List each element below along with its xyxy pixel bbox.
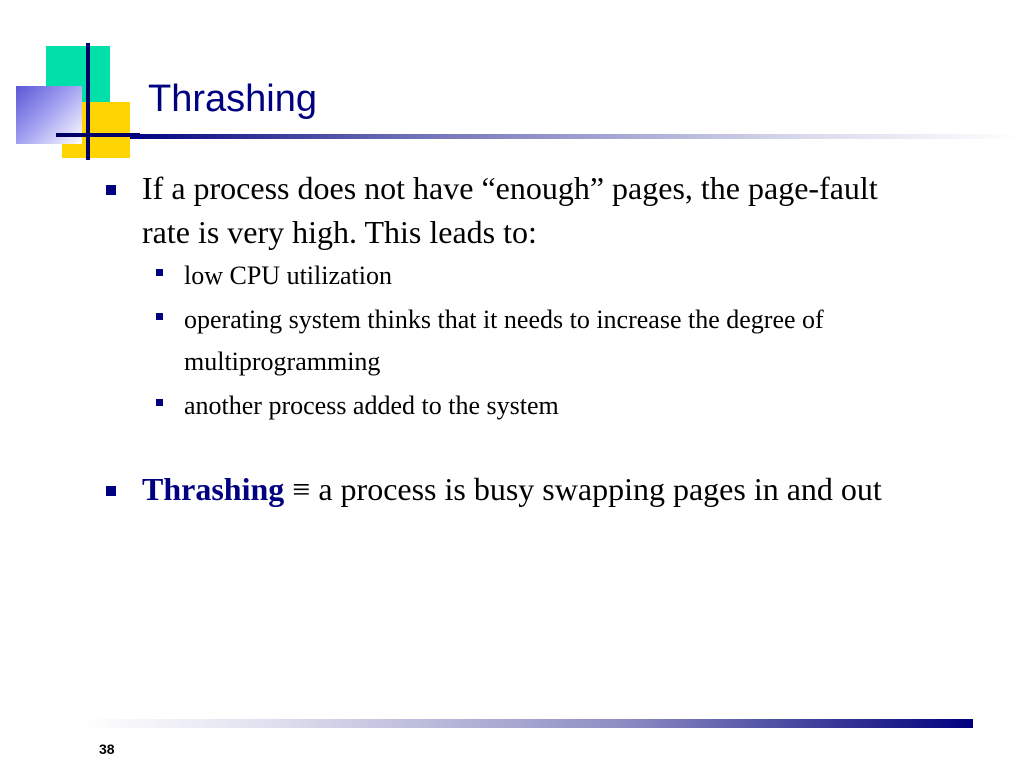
sub-bullet-text: operating system thinks that it needs to increase the degree of multiprogramming	[184, 305, 824, 376]
sub-bullet-item	[102, 255, 902, 297]
square-bullet-icon	[156, 313, 163, 320]
sub-bullet-item	[102, 385, 902, 427]
sub-bullet-list	[102, 255, 902, 427]
slide-content	[102, 166, 902, 511]
square-bullet-icon	[156, 269, 163, 276]
slide-title: Thrashing	[148, 78, 317, 120]
bullet-item	[102, 166, 902, 254]
equivalence-symbol: ≡	[292, 471, 311, 507]
sub-bullet-item	[102, 299, 902, 383]
square-bullet-icon	[156, 399, 163, 406]
page-number: 38	[99, 741, 115, 757]
bullet-text: If a process does not have “enough” pages, the page-fault rate is very high. This leads to:	[142, 170, 878, 250]
footer-gradient-bar	[82, 719, 973, 728]
logo-vertical-line	[86, 43, 90, 160]
sub-bullet-text: low CPU utilization	[184, 261, 392, 290]
bullet-item-definition	[102, 467, 902, 511]
logo-horizontal-line	[56, 133, 140, 137]
definition-term: Thrashing	[142, 471, 285, 507]
sub-bullet-text: another process added to the system	[184, 391, 559, 420]
definition-text: a process is busy swapping pages in and out	[318, 471, 882, 507]
title-underline	[130, 134, 1020, 139]
square-bullet-icon	[106, 185, 116, 195]
square-bullet-icon	[106, 486, 116, 496]
